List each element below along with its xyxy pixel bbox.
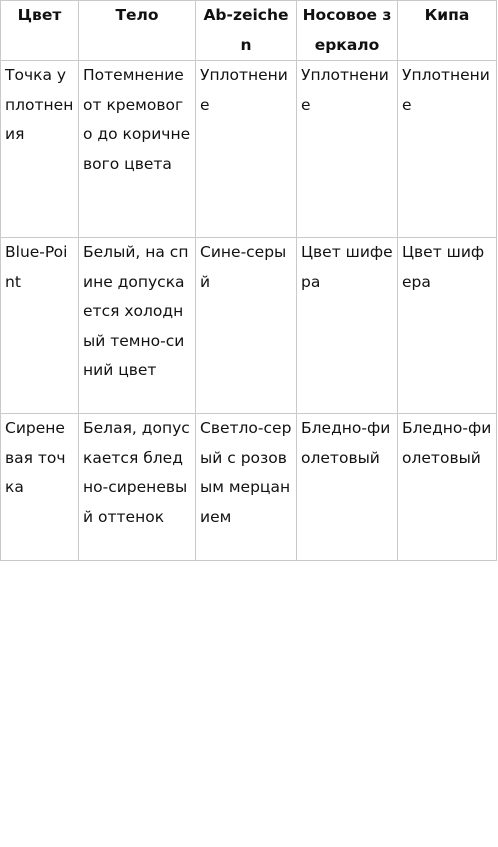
cell-body: Белая, допускается бледно-сиреневый оттенок bbox=[79, 414, 196, 561]
table-row bbox=[1, 238, 497, 414]
cell-paw-pads: Уплотнение bbox=[398, 61, 497, 238]
cell-abzeichen: Уплотнение bbox=[196, 61, 297, 238]
header-abzeichen: Ab-zeichen bbox=[196, 1, 297, 61]
table-row bbox=[1, 414, 497, 561]
cell-nose-mirror: Цвет шифера bbox=[297, 238, 398, 414]
cell-body: Белый, на спине допускается холодный темно-синий цвет bbox=[79, 238, 196, 414]
header-body: Тело bbox=[79, 1, 196, 61]
cell-abzeichen: Светло-серый с розовым мерцанием bbox=[196, 414, 297, 561]
cell-body: Потемнение от кремового до коричневого цвета bbox=[79, 61, 196, 238]
cell-color: Blue-Point bbox=[1, 238, 79, 414]
cell-color: Точка уплотнения bbox=[1, 61, 79, 238]
header-nose-mirror: Носовое зеркало bbox=[297, 1, 398, 61]
cell-color: Сиреневая точка bbox=[1, 414, 79, 561]
cell-nose-mirror: Уплотнение bbox=[297, 61, 398, 238]
header-paw-pads: Кипа bbox=[398, 1, 497, 61]
table-row bbox=[1, 61, 497, 238]
cell-paw-pads: Цвет шифера bbox=[398, 238, 497, 414]
cell-nose-mirror: Бледно-фиолетовый bbox=[297, 414, 398, 561]
header-color: Цвет bbox=[1, 1, 79, 61]
cell-abzeichen: Сине-серый bbox=[196, 238, 297, 414]
cell-paw-pads: Бледно-фиолетовый bbox=[398, 414, 497, 561]
table-header-row bbox=[1, 1, 497, 61]
